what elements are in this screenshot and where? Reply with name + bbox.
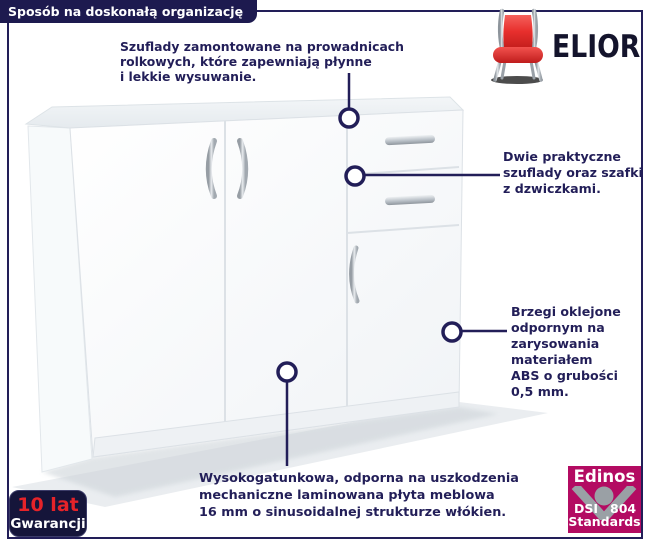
callout-marker-3 — [443, 323, 461, 341]
cabinet-body — [26, 97, 463, 472]
edinos-badge — [568, 466, 641, 533]
edinos-title: Edinos — [573, 467, 636, 486]
annotation-two-drawers — [503, 149, 643, 197]
callout-marker-4 — [278, 363, 296, 381]
annotation-line: materiałem — [511, 352, 593, 367]
annotation-line: i lekkie wysuwanie. — [120, 69, 257, 84]
annotation-laminated-board — [199, 470, 519, 521]
warranty-label: Gwarancji — [10, 516, 86, 532]
annotation-line: rolkowych, które zapewniają płynne — [120, 54, 372, 69]
annotation-line: Szuflady zamontowane na prowadnicach — [120, 39, 404, 54]
edinos-standards: Standards — [568, 514, 641, 529]
annotation-line: szuflady oraz szafki — [503, 165, 643, 180]
annotation-line: mechaniczne laminowana płyta meblowa — [199, 488, 495, 503]
callout-marker-1 — [340, 109, 358, 127]
annotation-drawer-glides — [120, 39, 404, 84]
annotation-line: odpornym na — [511, 320, 605, 335]
warranty-years: 10 lat — [17, 494, 79, 516]
edinos-804: 804 — [610, 501, 637, 516]
warranty-badge — [9, 490, 87, 537]
annotation-line: 16 mm o sinusoidalnej strukturze włókien. — [199, 505, 507, 520]
annotation-line: ABS o grubości — [511, 368, 618, 383]
annotation-line: Brzegi oklejone — [511, 304, 621, 319]
edinos-dsi: DSI — [574, 501, 599, 516]
annotation-line: Wysokogatunkowa, odporna na uszkodzenia — [199, 471, 519, 486]
annotation-abs-edges — [511, 304, 621, 400]
annotation-line: Dwie praktyczne — [503, 149, 621, 164]
header-ribbon — [0, 0, 257, 23]
page-title: Sposób na doskonałą organizację — [8, 4, 244, 19]
callout-marker-2 — [346, 167, 364, 185]
brand-name: ELIOR — [552, 29, 641, 65]
annotation-line: 0,5 mm. — [511, 384, 569, 399]
annotation-line: z dzwiczkami. — [503, 181, 601, 196]
annotation-line: zarysowania — [511, 336, 600, 351]
